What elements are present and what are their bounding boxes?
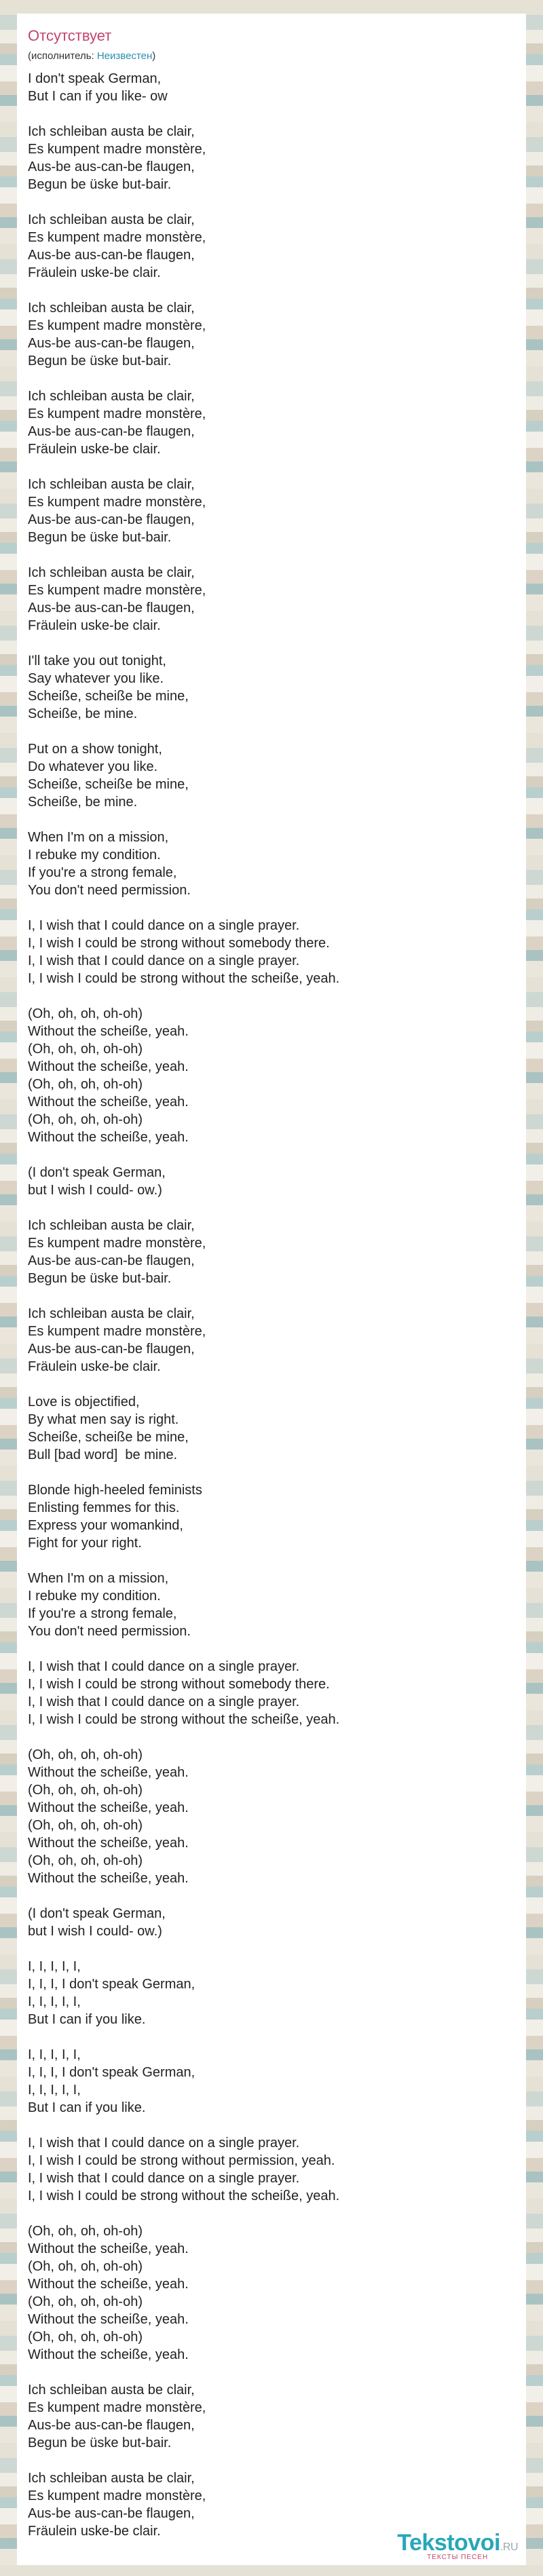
lyrics-line: Ich schleiban austa be clair, (28, 124, 195, 139)
lyrics-line: Scheiße, scheiße be mine, (28, 1430, 189, 1445)
lyrics-line: I, I wish that I could dance on a single prayer. (28, 953, 300, 968)
lyrics-line: (Oh, oh, oh, oh-oh) (28, 2259, 143, 2274)
lyrics-line: I, I, I, I don't speak German, (28, 1977, 195, 1992)
lyrics-line: Blonde high-heeled feminists (28, 1483, 202, 1498)
lyrics-stanza (28, 652, 515, 723)
lyrics-stanza (28, 917, 515, 987)
lyrics-line: Aus-be aus-can-be flaugen, (28, 248, 195, 263)
lyrics-line: Aus-be aus-can-be flaugen, (28, 424, 195, 439)
lyrics-line: Aus-be aus-can-be flaugen, (28, 336, 195, 351)
lyrics-line: I, I wish I could be strong without the scheiße, yeah. (28, 2189, 340, 2203)
lyrics-line: Es kumpent madre monstère, (28, 142, 206, 157)
lyrics-line: Put on a show tonight, (28, 742, 162, 757)
lyrics-line: By what men say is right. (28, 1412, 179, 1427)
lyrics-line: I, I, I, I don't speak German, (28, 2065, 195, 2080)
lyrics-stanza (28, 1481, 515, 1552)
lyrics-line: Es kumpent madre monstère, (28, 406, 206, 421)
lyrics-line: Ich schleiban austa be clair, (28, 301, 195, 316)
lyrics-stanza (28, 123, 515, 193)
lyrics-line: Es kumpent madre monstère, (28, 230, 206, 245)
lyrics-stanza (28, 2046, 515, 2117)
lyrics-line: Es kumpent madre monstère, (28, 495, 206, 510)
lyrics-line: Express your womankind, (28, 1518, 183, 1533)
lyrics-line: Fight for your right. (28, 1536, 142, 1551)
lyrics-line: I don't speak German, (28, 71, 162, 86)
lyrics-line: Without the scheiße, yeah. (28, 2312, 189, 2327)
lyrics-line: Ich schleiban austa be clair, (28, 565, 195, 580)
artist-suffix: ) (152, 50, 156, 62)
lyrics-line: (Oh, oh, oh, oh-oh) (28, 2294, 143, 2309)
lyrics-line: I, I wish that I could dance on a single prayer. (28, 1694, 300, 1709)
lyrics-line: but I wish I could- ow.) (28, 1924, 162, 1939)
lyrics-line: (Oh, oh, oh, oh-oh) (28, 1077, 143, 1092)
lyrics-line: Fräulein uske-be clair. (28, 618, 161, 633)
lyrics-line: Es kumpent madre monstère, (28, 2400, 206, 2415)
lyrics-stanza (28, 1958, 515, 2028)
lyrics-line: (I don't speak German, (28, 1165, 166, 1180)
lyrics-line: I, I wish that I could dance on a single prayer. (28, 2136, 300, 2151)
lyrics-line: (Oh, oh, oh, oh-oh) (28, 2224, 143, 2239)
lyrics-body (17, 70, 526, 2540)
artist-prefix: (исполнитель: (28, 50, 97, 62)
site-logo[interactable] (397, 2530, 518, 2561)
lyrics-line: I, I, I, I, I, (28, 2047, 81, 2062)
lyrics-line: I, I wish I could be strong without the scheiße, yeah. (28, 1712, 340, 1727)
lyrics-card (17, 14, 526, 2565)
lyrics-line: When I'm on a mission, (28, 830, 169, 845)
lyrics-line: Ich schleiban austa be clair, (28, 389, 195, 404)
lyrics-line: (Oh, oh, oh, oh-oh) (28, 1006, 143, 1021)
lyrics-line: Aus-be aus-can-be flaugen, (28, 1253, 195, 1268)
lyrics-line: (Oh, oh, oh, oh-oh) (28, 1783, 143, 1798)
lyrics-line: Without the scheiße, yeah. (28, 1024, 189, 1039)
lyrics-line: I, I wish I could be strong without the scheiße, yeah. (28, 971, 340, 986)
lyrics-line: Bull [bad word] be mine. (28, 1447, 178, 1462)
lyrics-line: Fräulein uske-be clair. (28, 442, 161, 457)
lyrics-stanza (28, 564, 515, 634)
lyrics-stanza (28, 1658, 515, 1728)
lyrics-line: Begun be üske but-bair. (28, 2436, 172, 2450)
lyrics-stanza (28, 299, 515, 370)
lyrics-line: (Oh, oh, oh, oh-oh) (28, 1042, 143, 1057)
lyrics-line: I rebuke my condition. (28, 1589, 161, 1604)
lyrics-line: Without the scheiße, yeah. (28, 2241, 189, 2256)
lyrics-line: Aus-be aus-can-be flaugen, (28, 512, 195, 527)
lyrics-line: (Oh, oh, oh, oh-oh) (28, 1112, 143, 1127)
lyrics-line: Begun be üske but-bair. (28, 1271, 172, 1286)
lyrics-line: (Oh, oh, oh, oh-oh) (28, 2330, 143, 2345)
song-header (17, 14, 526, 62)
artist-link[interactable]: Неизвестен (96, 50, 153, 62)
lyrics-line: Do whatever you like. (28, 759, 158, 774)
lyrics-line: Ich schleiban austa be clair, (28, 1306, 195, 1321)
logo-tld: .RU (500, 2541, 518, 2553)
lyrics-stanza (28, 387, 515, 458)
lyrics-line: When I'm on a mission, (28, 1571, 169, 1586)
lyrics-line: I, I, I, I, I, (28, 1994, 81, 2009)
lyrics-stanza (28, 740, 515, 811)
lyrics-line: Without the scheiße, yeah. (28, 1836, 189, 1851)
lyrics-line: Begun be üske but-bair. (28, 354, 172, 368)
lyrics-stanza (28, 1305, 515, 1376)
lyrics-line: Es kumpent madre monstère, (28, 2488, 206, 2503)
lyrics-line: I, I wish I could be strong without somebody there. (28, 1677, 330, 1692)
lyrics-line: Without the scheiße, yeah. (28, 1800, 189, 1815)
lyrics-line: Without the scheiße, yeah. (28, 1871, 189, 1886)
lyrics-line: but I wish I could- ow.) (28, 1183, 162, 1198)
lyrics-line: I'll take you out tonight, (28, 654, 166, 668)
lyrics-line: Fräulein uske-be clair. (28, 1359, 161, 1374)
lyrics-line: Ich schleiban austa be clair, (28, 212, 195, 227)
lyrics-line: I, I, I, I, I, (28, 2083, 81, 2098)
lyrics-stanza (28, 1393, 515, 1464)
lyrics-line: I, I wish that I could dance on a single prayer. (28, 1659, 300, 1674)
lyrics-line: Without the scheiße, yeah. (28, 1130, 189, 1145)
lyrics-line: Without the scheiße, yeah. (28, 1059, 189, 1074)
lyrics-stanza (28, 1217, 515, 1287)
lyrics-stanza (28, 2381, 515, 2452)
lyrics-line: Without the scheiße, yeah. (28, 2347, 189, 2362)
lyrics-line: But I can if you like. (28, 2100, 146, 2115)
lyrics-line: You don't need permission. (28, 883, 191, 898)
lyrics-stanza (28, 829, 515, 899)
lyrics-stanza (28, 1570, 515, 1640)
lyrics-line: Enlisting femmes for this. (28, 1500, 180, 1515)
lyrics-line: (Oh, oh, oh, oh-oh) (28, 1853, 143, 1868)
logo-text: Tekstovoi.RU (397, 2530, 518, 2556)
lyrics-line: (Oh, oh, oh, oh-oh) (28, 1818, 143, 1833)
logo-tagline: ТЕКСТЫ ПЕСЕН (427, 2554, 489, 2561)
lyrics-line: Aus-be aus-can-be flaugen, (28, 2506, 195, 2521)
lyrics-line: Es kumpent madre monstère, (28, 318, 206, 333)
lyrics-line: I, I wish I could be strong without somebody there. (28, 936, 330, 951)
lyrics-line: I rebuke my condition. (28, 848, 161, 863)
lyrics-stanza (28, 2134, 515, 2205)
lyrics-line: Scheiße, be mine. (28, 795, 138, 810)
lyrics-line: Aus-be aus-can-be flaugen, (28, 601, 195, 615)
lyrics-line: If you're a strong female, (28, 1606, 177, 1621)
lyrics-line: Scheiße, be mine. (28, 706, 138, 721)
lyrics-line: Aus-be aus-can-be flaugen, (28, 1342, 195, 1357)
lyrics-line: Without the scheiße, yeah. (28, 1095, 189, 1110)
lyrics-line: Ich schleiban austa be clair, (28, 1218, 195, 1233)
lyrics-line: Without the scheiße, yeah. (28, 2277, 189, 2292)
lyrics-line: Es kumpent madre monstère, (28, 1236, 206, 1251)
lyrics-line: You don't need permission. (28, 1624, 191, 1639)
lyrics-line: Scheiße, scheiße be mine, (28, 777, 189, 792)
lyrics-stanza (28, 211, 515, 282)
lyrics-line: Ich schleiban austa be clair, (28, 2471, 195, 2486)
lyrics-line: I, I wish that I could dance on a single prayer. (28, 2171, 300, 2186)
lyrics-line: I, I wish I could be strong without permission, yeah. (28, 2153, 335, 2168)
lyrics-line: If you're a strong female, (28, 865, 177, 880)
lyrics-line: Fräulein uske-be clair. (28, 265, 161, 280)
lyrics-line: Begun be üske but-bair. (28, 177, 172, 192)
song-title: Отсутствует (28, 27, 112, 44)
lyrics-line: Fräulein uske-be clair. (28, 2524, 161, 2539)
lyrics-line: I, I, I, I, I, (28, 1959, 81, 1974)
lyrics-line: (I don't speak German, (28, 1906, 166, 1921)
lyrics-line: Es kumpent madre monstère, (28, 583, 206, 598)
lyrics-line: But I can if you like. (28, 2012, 146, 2027)
lyrics-line: Es kumpent madre monstère, (28, 1324, 206, 1339)
lyrics-line: Love is objectified, (28, 1395, 140, 1409)
lyrics-line: Aus-be aus-can-be flaugen, (28, 159, 195, 174)
artist-line (28, 50, 515, 62)
lyrics-line: Ich schleiban austa be clair, (28, 2383, 195, 2398)
lyrics-line: I, I wish that I could dance on a single prayer. (28, 918, 300, 933)
lyrics-line: Begun be üske but-bair. (28, 530, 172, 545)
lyrics-line: Scheiße, scheiße be mine, (28, 689, 189, 704)
lyrics-stanza (28, 1746, 515, 1887)
lyrics-stanza (28, 1905, 515, 1940)
lyrics-stanza (28, 476, 515, 546)
lyrics-stanza (28, 1005, 515, 1146)
lyrics-line: Without the scheiße, yeah. (28, 1765, 189, 1780)
lyrics-line: But I can if you like- ow (28, 89, 168, 104)
lyrics-line: Aus-be aus-can-be flaugen, (28, 2418, 195, 2433)
lyrics-stanza (28, 2222, 515, 2364)
lyrics-line: Say whatever you like. (28, 671, 164, 686)
lyrics-line: (Oh, oh, oh, oh-oh) (28, 1747, 143, 1762)
lyrics-stanza (28, 1164, 515, 1199)
lyrics-line: Ich schleiban austa be clair, (28, 477, 195, 492)
lyrics-stanza (28, 70, 515, 105)
